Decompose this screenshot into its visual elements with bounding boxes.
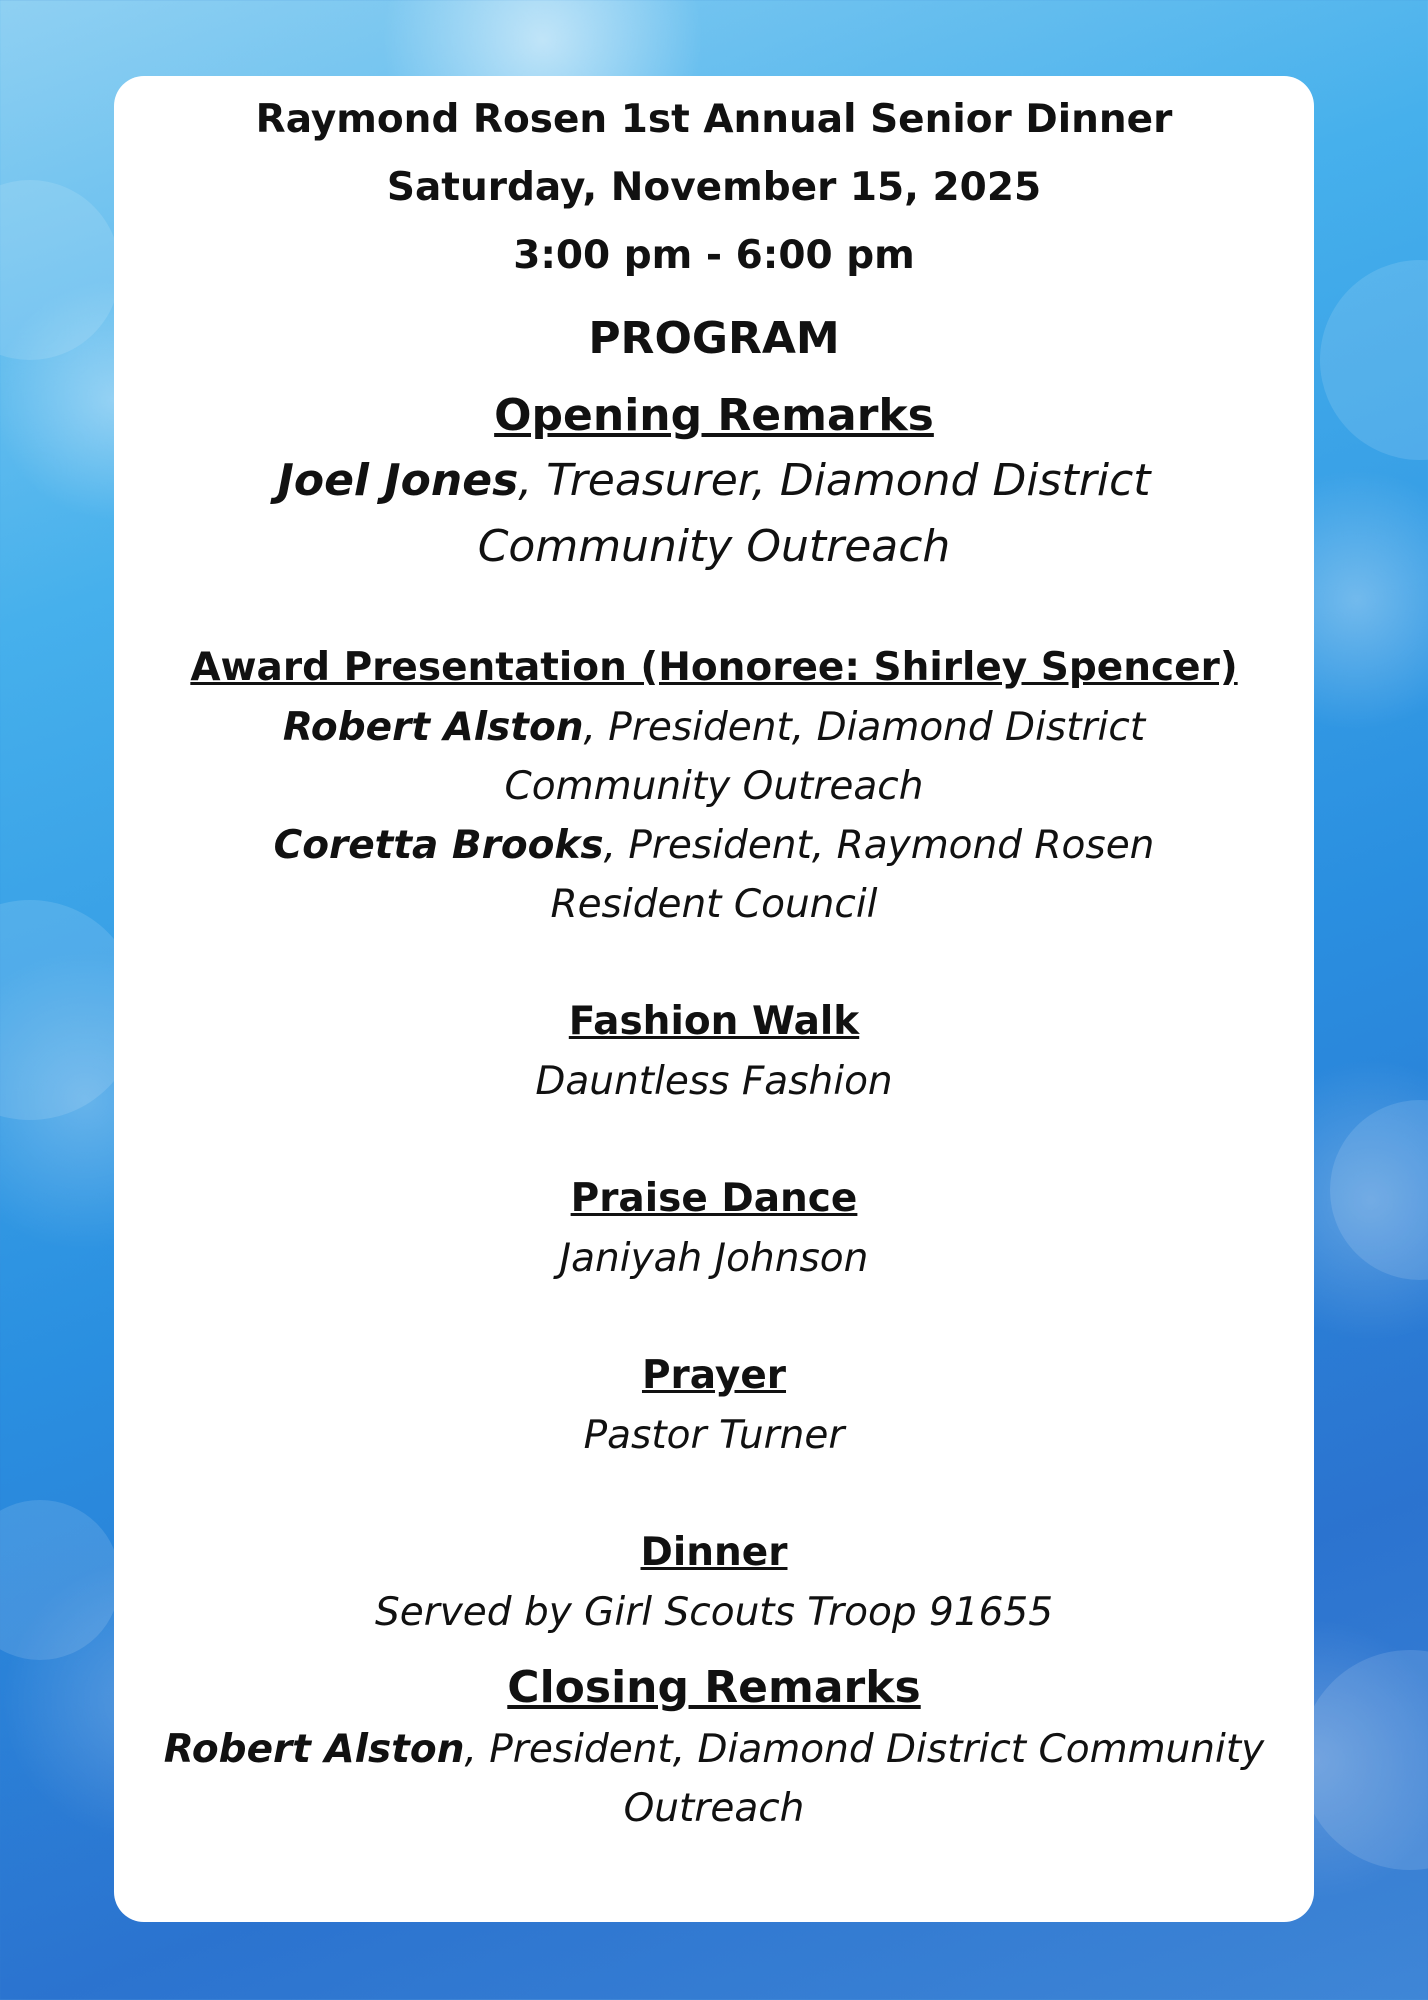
person-name: Robert Alston: [163, 1727, 465, 1772]
bokeh-decoration: [1300, 1650, 1428, 1870]
section-prayer: [114, 1346, 1314, 1465]
section-heading: Dinner: [640, 1530, 788, 1575]
section-detail: [264, 448, 1164, 580]
section-fashion-walk: [114, 992, 1314, 1111]
section-heading: Closing Remarks: [507, 1662, 921, 1713]
section-heading: Opening Remarks: [494, 390, 934, 441]
person-name: Coretta Brooks: [273, 823, 604, 868]
section-detail: [264, 816, 1164, 934]
section-praise-dance: [114, 1169, 1314, 1288]
person-role: , President, Raymond Rosen Resident Council: [550, 823, 1155, 927]
section-detail: Pastor Turner: [583, 1413, 845, 1458]
section-detail: [134, 1720, 1294, 1838]
section-heading: Prayer: [641, 1353, 787, 1398]
person-name: Robert Alston: [282, 705, 584, 750]
section-opening-remarks: [114, 384, 1314, 580]
event-time: 3:00 pm - 6:00 pm: [513, 233, 915, 278]
bokeh-decoration: [0, 180, 120, 360]
section-award-presentation: [114, 638, 1314, 934]
event-date: Saturday, November 15, 2025: [386, 165, 1042, 210]
section-heading: Fashion Walk: [568, 999, 860, 1044]
section-detail: Janiyah Johnson: [559, 1236, 869, 1281]
section-heading: Praise Dance: [570, 1176, 858, 1221]
person-role: , President, Diamond District Community Outreach: [504, 705, 1146, 809]
person-role: , President, Diamond District Community Outreach: [464, 1727, 1265, 1831]
section-detail: [264, 698, 1164, 816]
section-closing-remarks: [114, 1656, 1314, 1838]
bokeh-decoration: [1330, 1100, 1428, 1280]
person-role: , Treasurer, Diamond District Community Outreach: [477, 455, 1151, 572]
section-detail: Dauntless Fashion: [535, 1059, 893, 1104]
section-heading: Award Presentation (Honoree: Shirley Spencer): [190, 645, 1238, 690]
person-name: Joel Jones: [277, 455, 519, 506]
section-detail: Served by Girl Scouts Troop 91655: [374, 1590, 1054, 1635]
event-title: Raymond Rosen 1st Annual Senior Dinner: [255, 97, 1173, 142]
bokeh-decoration: [0, 1500, 120, 1660]
bokeh-decoration: [1320, 260, 1428, 460]
program-card: [114, 76, 1314, 1922]
section-dinner: [114, 1523, 1314, 1642]
program-title: PROGRAM: [588, 313, 840, 364]
